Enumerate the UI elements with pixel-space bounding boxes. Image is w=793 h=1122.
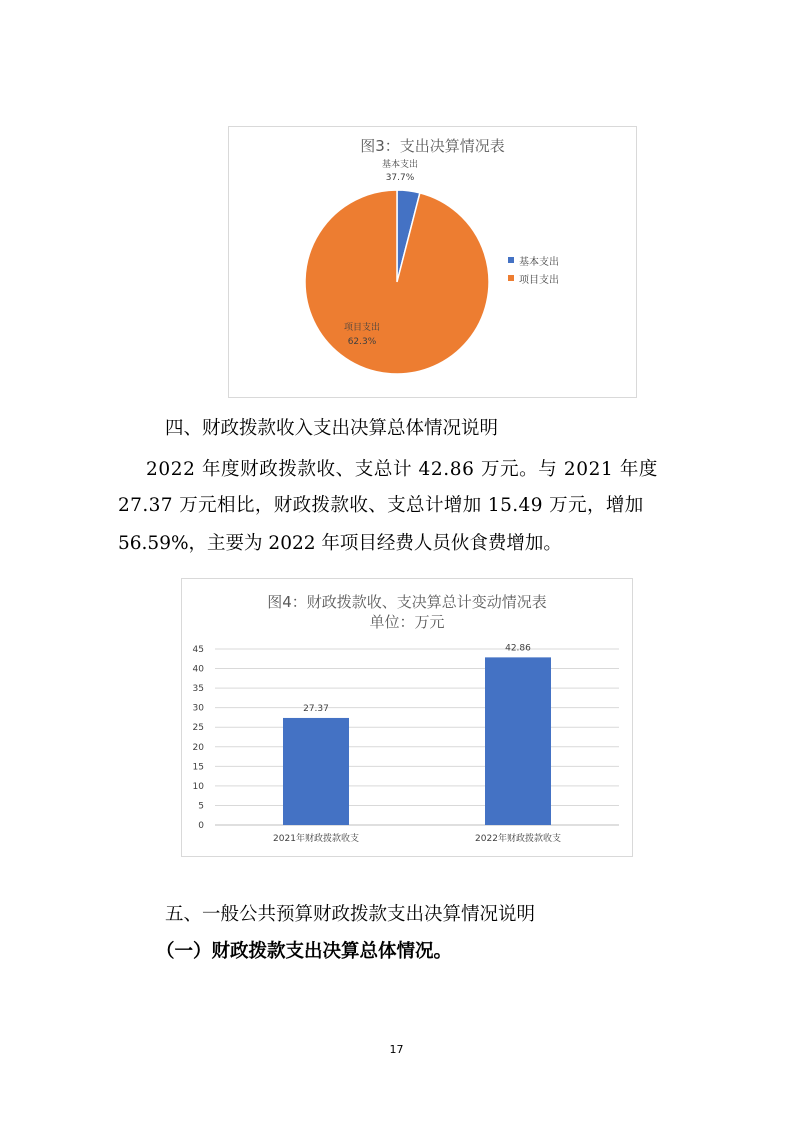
subsection1-heading: （一）财政拨款支出决算总体情况。 xyxy=(156,941,453,962)
section4-heading: 四、财政拨款收入支出决算总体情况说明 xyxy=(165,418,499,439)
legend-label-project: 项目支出 xyxy=(519,274,559,286)
bar-1 xyxy=(283,718,349,825)
section4-line-1: 2022 年度财政拨款收、支总计 42.86 万元。与 2021 年度 xyxy=(146,459,659,480)
legend-item-basic xyxy=(508,251,559,269)
y-tick-label: 10 xyxy=(192,781,204,792)
section4-line-2: 27.37 万元相比，财政拨款收、支总计增加 15.49 万元，增加 xyxy=(118,495,644,516)
y-tick-label: 25 xyxy=(192,723,204,734)
bar-value-label: 42.86 xyxy=(505,643,531,654)
y-tick-label: 0 xyxy=(198,821,204,831)
y-tick-label: 20 xyxy=(192,742,204,753)
pie-slice-project xyxy=(305,190,489,374)
pie-percent-project: 62.3% xyxy=(347,337,377,347)
bar-2 xyxy=(485,657,551,825)
legend-label-basic: 基本支出 xyxy=(519,256,559,268)
bar-value-label: 27.37 xyxy=(303,703,329,714)
pie-chart-panel xyxy=(228,126,637,398)
bar-chart-panel xyxy=(181,578,633,857)
pie-label-basic: 基本支出 xyxy=(381,160,419,170)
section4-line-3: 56.59%，主要为 2022 年项目经费人员伙食费增加。 xyxy=(118,533,562,554)
legend-swatch-blue xyxy=(508,257,514,263)
pie-chart-title: 图3：支出决算情况表 xyxy=(360,137,505,155)
y-tick-label: 40 xyxy=(192,664,204,675)
bar-chart-title: 图4：财政拨款收、支决算总计变动情况表 xyxy=(267,593,547,611)
y-tick-label: 15 xyxy=(192,762,204,773)
x-category-label: 2021年财政拨款收支 xyxy=(273,834,359,844)
section5-heading: 五、一般公共预算财政拨款支出决算情况说明 xyxy=(165,904,536,925)
bar-chart xyxy=(182,579,632,856)
y-tick-label: 5 xyxy=(198,801,204,812)
pie-label-project: 项目支出 xyxy=(343,323,381,333)
page-number: 17 xyxy=(389,1043,404,1056)
pie-percent-basic: 37.7% xyxy=(385,173,415,183)
y-tick-label: 45 xyxy=(192,645,204,655)
bar-chart-subtitle: 单位：万元 xyxy=(369,613,445,631)
x-category-label: 2022年财政拨款收支 xyxy=(475,834,561,844)
legend-swatch-orange xyxy=(508,275,514,281)
pie-chart xyxy=(229,127,636,397)
legend-item-project xyxy=(508,269,559,287)
y-tick-label: 30 xyxy=(192,703,204,714)
pie-legend xyxy=(508,251,559,287)
y-tick-label: 35 xyxy=(192,684,204,695)
